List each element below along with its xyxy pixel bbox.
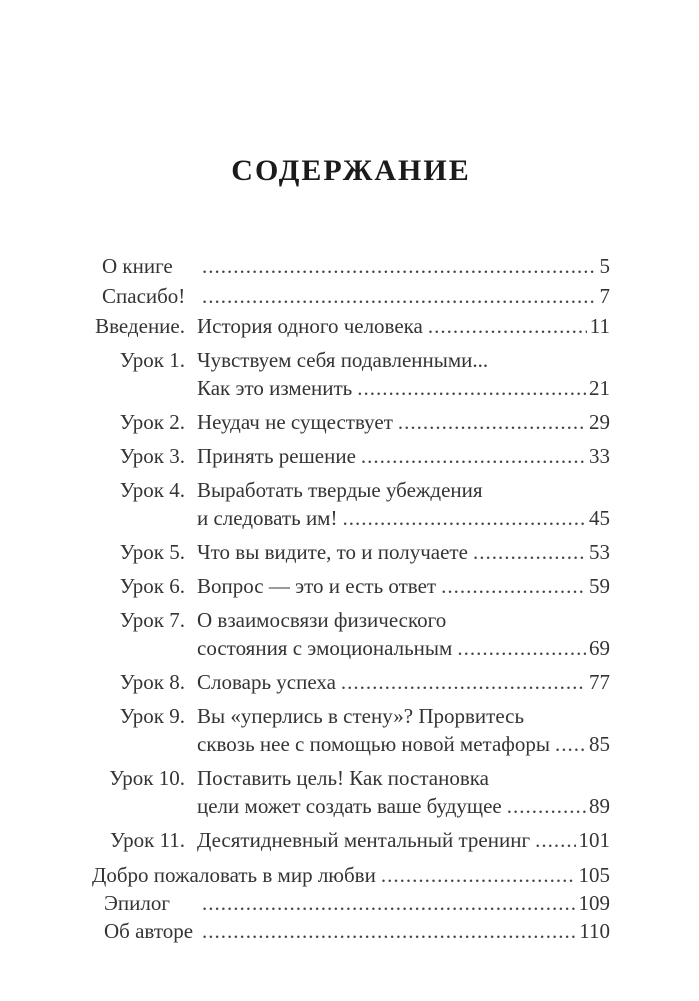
toc-entry-label: Урок 8. — [119, 670, 185, 694]
toc-entry-page: 59 — [589, 574, 610, 598]
toc-entry — [92, 606, 610, 662]
toc-entry-title: Добро пожаловать в мир любви — [92, 863, 376, 887]
toc-entry-title: Чувствуем себя подавленными... — [197, 348, 489, 372]
toc-entry-page: 85 — [589, 732, 610, 756]
toc-entry — [92, 442, 610, 470]
toc-entry — [92, 572, 610, 600]
dot-leader — [202, 917, 576, 945]
toc-entry-label: Введение. — [95, 314, 185, 338]
toc-entry-title: Принять решение — [197, 444, 356, 468]
toc-entry-label: Урок 9. — [119, 704, 185, 728]
toc-entry-page: 101 — [578, 828, 610, 852]
toc-entry-page: 29 — [589, 410, 610, 434]
toc-entry-title: Вы «уперлись в стену»? Прорвитесь — [197, 704, 525, 728]
dot-leader — [202, 252, 597, 280]
toc-entry-page: 5 — [599, 254, 610, 278]
toc-entry-page: 69 — [589, 636, 610, 660]
toc-entry-title: Неудач не существует — [197, 410, 393, 434]
dot-leader — [357, 374, 586, 402]
toc-entry — [92, 702, 610, 758]
toc-entry-page: 110 — [579, 919, 610, 943]
dot-leader — [398, 408, 586, 436]
toc-entry-label: Урок 11. — [110, 828, 185, 852]
toc-entry-label: Урок 1. — [119, 348, 185, 372]
toc-entry-page: 77 — [589, 670, 610, 694]
toc-entry-page: 89 — [589, 794, 610, 818]
dot-leader — [473, 538, 586, 566]
toc-entry — [92, 668, 610, 696]
toc-entry-page: 109 — [578, 891, 610, 915]
toc-entry-title: Словарь успеха — [197, 670, 336, 694]
dot-leader — [341, 668, 586, 696]
toc-entry — [92, 252, 610, 280]
toc-entry-title-line2: состояния с эмоциональным — [197, 636, 453, 660]
toc-entry — [92, 346, 610, 402]
toc-entry-title: Что вы видите, то и получаете — [197, 540, 468, 564]
toc-entry-title: Вопрос — это и есть ответ — [197, 574, 437, 598]
toc-entry-title: История одного человека — [197, 314, 423, 338]
dot-leader — [202, 889, 576, 917]
toc-entry-title-line2: и следовать им! — [197, 506, 338, 530]
toc-entry — [92, 917, 610, 945]
toc-entry-label: О книге — [102, 254, 173, 278]
toc-entry-label: Урок 4. — [119, 478, 185, 502]
toc-entry-title-line2: Как это изменить — [197, 376, 353, 400]
toc-entry-label: Урок 5. — [119, 540, 185, 564]
toc-entry-page: 53 — [589, 540, 610, 564]
dot-leader — [381, 861, 576, 889]
dot-leader — [428, 312, 587, 340]
toc-entry-title: Выработать твердые убеждения — [197, 478, 483, 502]
toc-entry-label: Об авторе — [104, 919, 194, 943]
dot-leader — [342, 504, 586, 532]
toc-entry-page: 11 — [589, 314, 610, 338]
toc-entry-page: 7 — [599, 284, 610, 308]
toc-entry-label: Урок 6. — [119, 574, 185, 598]
dot-leader — [202, 282, 597, 310]
toc-entry — [92, 476, 610, 532]
toc-entry-label: Эпилог — [104, 891, 170, 915]
toc-title: СОДЕРЖАНИЕ — [231, 154, 471, 187]
toc-entry-title: Поставить цель! Как постановка — [197, 766, 489, 790]
toc-entry — [92, 538, 610, 566]
toc-entry-label: Урок 7. — [119, 608, 185, 632]
toc-entry — [92, 312, 610, 340]
toc-entry-page: 45 — [589, 506, 610, 530]
toc-entry-label: Урок 3. — [119, 444, 185, 468]
toc-entry — [92, 889, 610, 917]
toc-entry-title: О взаимосвязи физического — [197, 608, 447, 632]
toc-entry-page: 33 — [589, 444, 610, 468]
toc-entry-title-line2: цели может создать ваше будущее — [197, 794, 502, 818]
dot-leader — [441, 572, 586, 600]
toc-entry-page: 21 — [589, 376, 610, 400]
toc-entry-title: Десятидневный ментальный тренинг — [197, 828, 531, 852]
toc-entry-label: Спасибо! — [102, 284, 186, 308]
dot-leader — [361, 442, 586, 470]
toc-entry-page: 105 — [578, 863, 610, 887]
dot-leader — [507, 792, 586, 820]
toc-entry — [92, 764, 610, 820]
dot-leader — [555, 730, 586, 758]
toc-entry-label: Урок 2. — [119, 410, 185, 434]
toc-entry — [92, 282, 610, 310]
toc-entry-label: Урок 10. — [109, 766, 185, 790]
toc-entry — [92, 861, 610, 889]
toc-entry — [92, 408, 610, 436]
toc-entry — [92, 826, 610, 854]
dot-leader — [535, 826, 575, 854]
toc-entry-title-line2: сквозь нее с помощью новой метафоры — [197, 732, 551, 756]
dot-leader — [457, 634, 586, 662]
